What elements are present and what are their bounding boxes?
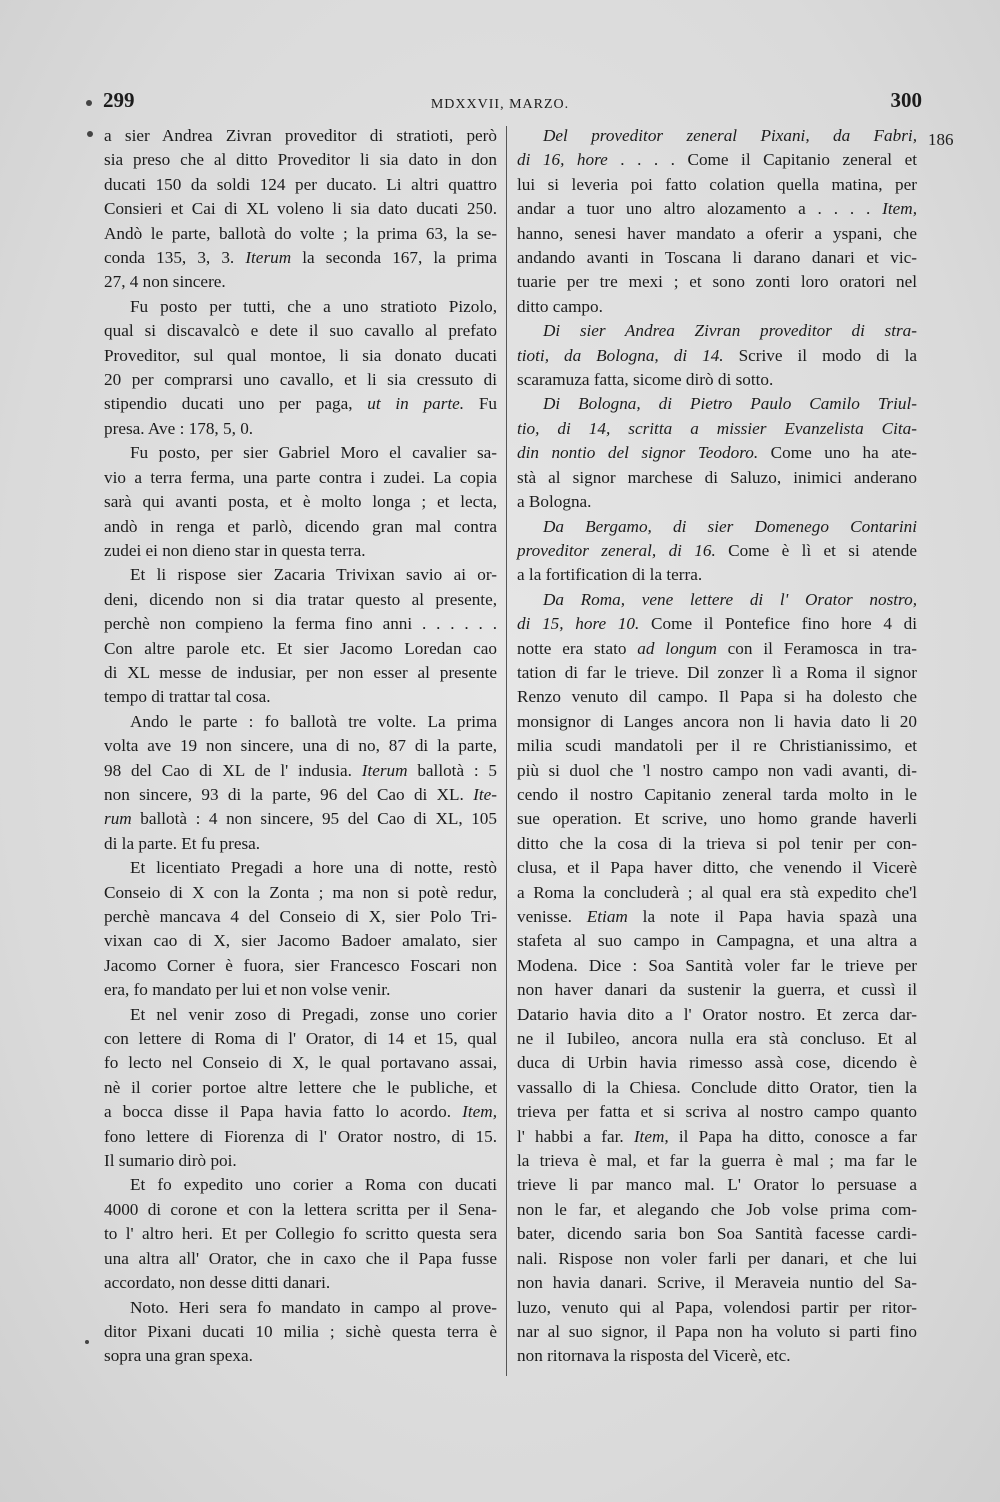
text-line: accordato, non desse ditti danari.: [104, 1273, 331, 1293]
text-line: duca di Urbin havia rimesso assà cose, dicendo è: [517, 1053, 917, 1073]
text-line: vio a terra ferma, una parte contra i zudei. La copia: [104, 467, 497, 487]
text-line: non le far, et alegando che Job volse prima com-: [517, 1199, 917, 1219]
text-line: [517, 148, 917, 172]
text-line: Et nel venir zoso di Pregadi, zonse uno corier: [130, 1004, 497, 1024]
text-line: [517, 441, 917, 465]
text-line: [104, 759, 497, 783]
text-segment: Come il Pontefice fino hore 4 di: [639, 614, 917, 634]
text-line: ne il Iubileo, ancora nulla era stà concluso. Et al: [517, 1029, 917, 1049]
text-line: lui si leveria poi fatto colation quella matina, per: [517, 174, 917, 194]
text-line: nar al suo signor, il Papa non ha voluto si parti fino: [517, 1321, 917, 1341]
italic-segment: ad longum: [637, 638, 717, 658]
text-line: stà al signor marchese di Saluzo, inimici anderano: [517, 467, 917, 487]
text-line: non ritornava la risposta del Vicerè, etc.: [517, 1346, 791, 1366]
left-text-column: [104, 124, 497, 1369]
text-line: trieve li par manco mal. L' Orator lo persuase a: [517, 1175, 917, 1195]
text-line: [517, 344, 917, 368]
text-line: ducati 150 da soldi 124 per ducato. Li altri quattro: [104, 174, 497, 194]
italic-segment: di 15, hore 10.: [517, 614, 640, 634]
text-segment: ballotà : 4 non sincere, 95 del Cao di XL, 105: [131, 809, 497, 829]
text-line: cendo il nostro Capitanio zeneral tarda molto in le: [517, 784, 917, 804]
text-segment: stipendio ducati uno per paga,: [104, 394, 368, 414]
text-line: Ando le parte : fo ballotà tre volte. La prima: [130, 711, 497, 731]
text-segment: a bocca disse il Papa havia fatto lo acordo.: [104, 1102, 463, 1122]
right-text-column: [517, 124, 917, 1369]
text-line: una altra all' Orator, che in caxo che il Papa fusse: [104, 1248, 497, 1268]
text-segment: la note il Papa havia spazà una: [627, 907, 917, 926]
text-line: [517, 539, 917, 563]
text-line: Conseio di X con la Zonta ; ma non si potè redur,: [104, 882, 497, 902]
text-line: 27, 4 non sincere.: [104, 272, 226, 292]
column-divider: [506, 126, 507, 1376]
italic-segment: ut in parte.: [367, 394, 465, 414]
italic-segment: tioti, da Bologna, di 14.: [517, 345, 724, 365]
text-line: Fu posto, per sier Gabriel Moro el cavalier sa-: [130, 443, 497, 463]
text-line: perchè non compieno la ferma fino anni . . . . . .: [104, 614, 497, 634]
text-segment: notte era stato: [517, 638, 638, 658]
text-line: ditto che la cosa di la trieva si pol tenir per con-: [517, 833, 917, 853]
text-line: a Roma la concluderà ; al qual era stà expedito che'l: [517, 882, 917, 902]
text-line: [104, 807, 497, 831]
text-line: [104, 392, 497, 416]
italic-segment: tio, di 14, scritta a missier Evanzelista Cita-: [517, 418, 917, 438]
text-line: Proveditor, sul qual montoe, li sia donato ducati: [104, 345, 497, 365]
text-line: [517, 905, 917, 929]
italic-segment: rum: [104, 809, 132, 829]
text-line: ditor Pixani ducati 10 milia ; sichè questa terra è: [104, 1321, 497, 1341]
text-segment: non sincere, 93 di la parte, 96 del Cao di XL.: [104, 784, 474, 804]
text-line: andando avanti in Toscana li darano danari et vic-: [517, 248, 917, 268]
text-line: vixan cao di X, sier Jacomo Badoer amalato, sier: [104, 931, 497, 951]
text-line: [517, 124, 917, 148]
text-segment: con il Feramosca in tra-: [716, 638, 918, 658]
italic-segment: Iterum: [361, 760, 408, 780]
text-line: clusa, et il Papa haver ditto, che venendo il Vicerè: [517, 858, 917, 878]
text-line: luzo, venuto qui al Papa, volendosi partir per ritor-: [517, 1297, 917, 1317]
text-segment: Fu: [464, 394, 498, 414]
text-line: sue operation. Et scrive, uno homo grande haverli: [517, 809, 917, 829]
text-line: Et licentiato Pregadi a hore una di notte, restò: [130, 858, 497, 878]
text-line: [517, 515, 917, 539]
ink-speck: [87, 131, 93, 137]
text-line: deni, dicendo non si dia tratar questo al presente,: [104, 589, 497, 609]
text-line: Renzo venuto dil campo. Il Papa si ha dolesto che: [517, 687, 917, 707]
text-line: Consieri et Cai di XL voleno li sia dato ducati 250.: [104, 199, 497, 219]
text-line: Modena. Dice : Soa Santità voler far le trieve per: [517, 955, 917, 975]
italic-segment: di 16, hore: [517, 150, 608, 170]
text-line: [517, 1125, 917, 1149]
text-segment: la seconda 167, la prima: [291, 248, 497, 268]
italic-segment: Ite-: [473, 784, 497, 804]
text-line: Jacomo Corner è fuora, sier Francesco Foscari non: [104, 955, 497, 975]
text-segment: Come è lì et si atende: [715, 540, 917, 560]
text-line: milia scudi mandatoli per il re Christianissimo, et: [517, 736, 917, 756]
text-segment: l' habbi a far.: [517, 1126, 634, 1146]
text-line: vassallo di la Chiesa. Conclude ditto Orator, tien la: [517, 1077, 917, 1097]
text-line: bater, dicendo saria bon Soa Santità facesse cardi-: [517, 1224, 917, 1244]
text-line: [104, 246, 497, 270]
italic-segment: Item,: [462, 1102, 497, 1122]
text-segment: il Papa ha ditto, conosce a far: [668, 1126, 917, 1146]
text-line: a la fortification di la terra.: [517, 565, 703, 585]
text-line: tempo di trattar tal cosa.: [104, 687, 271, 707]
text-segment: venisse.: [517, 907, 587, 926]
italic-segment: Item,: [882, 199, 917, 219]
italic-segment: Etiam: [586, 907, 628, 926]
text-line: nè il corier portoe altre lettere che le publiche, et: [104, 1077, 497, 1097]
text-line: era, fo mandato per lui et non volse venir.: [104, 980, 391, 1000]
text-line: fono lettere di Fiorenza di l' Orator nostro, di 15.: [104, 1126, 497, 1146]
text-line: Datario havia dito a l' Orator nostro. Et zerca dar-: [517, 1004, 917, 1024]
text-line: non havia danari. Scrive, il Meraveia nuntio del Sa-: [517, 1273, 917, 1293]
text-line: Con altre parole etc. Et sier Jacomo Loredan cao: [104, 638, 497, 658]
italic-segment: Di sier Andrea Zivran proveditor di stra-: [543, 321, 917, 341]
text-line: hanno, senesi haver mandato a oferir a yspani, che: [517, 223, 917, 243]
text-line: volta ave 19 non sincere, una di no, 87 di la parte,: [104, 736, 497, 756]
text-line: qual si discavalcò e dete il suo cavallo al prefato: [104, 321, 497, 341]
text-line: con lettere di Roma di l' Orator, di 14 et 15, qual: [104, 1029, 497, 1049]
text-segment: ballotà : 5: [407, 760, 497, 780]
text-line: sarà qui avanti posta, et è molto longa ; et lecta,: [104, 492, 497, 512]
text-line: sopra una gran spexa.: [104, 1346, 253, 1366]
text-line: [517, 417, 917, 441]
left-page-number: 299: [103, 88, 135, 112]
text-line: a sier Andrea Zivran proveditor di stratioti, però: [104, 126, 497, 145]
text-line: nali. Rispose non voler farli per danari, et che lui: [517, 1248, 917, 1268]
text-line: [517, 319, 917, 343]
text-segment: . . . . Come il Capitanio zeneral et: [607, 150, 917, 170]
running-header: MDXXVII, MARZO.: [430, 97, 570, 112]
italic-segment: Iterum: [245, 248, 292, 268]
text-segment: conda 135, 3, 3.: [104, 248, 246, 268]
text-line: più si duol che 'l nostro campo non vadi avanti, di-: [517, 760, 917, 780]
italic-segment: proveditor zeneral, di 16.: [517, 540, 716, 560]
text-line: [104, 783, 497, 807]
italic-segment: Del proveditor zeneral Pixani, da Fabri,: [543, 126, 917, 145]
text-line: monsignor di Langes ancora non li havia dato li 20: [517, 711, 917, 731]
text-line: to l' altro heri. Et per Collegio fo scritto questa sera: [104, 1224, 497, 1244]
text-line: la trieva è mal, et far la guerra è mal ; ma far le: [517, 1151, 917, 1171]
text-line: 20 per comprarsi uno cavallo, et li sia cressuto di: [104, 370, 497, 390]
text-line: andò in renga et parlò, dicendo gran mal contra: [104, 516, 497, 536]
text-segment: andar a tuor uno altro alozamento a . . . .: [517, 199, 883, 219]
text-line: Et fo expedito uno corier a Roma con ducati: [130, 1175, 497, 1195]
ink-speck: [85, 1340, 89, 1344]
text-line: presa. Ave : 178, 5, 0.: [104, 418, 254, 438]
text-line: di XL messe de indusiar, per non esser al presente: [104, 662, 497, 682]
text-line: Noto. Heri sera fo mandato in campo al prove-: [130, 1297, 497, 1317]
text-line: Il sumario dirò poi.: [104, 1151, 237, 1171]
text-line: non haver danari da sustenir la guerra, et cussì il: [517, 980, 917, 1000]
text-line: tuarie per tre mexi ; et sono zonti loro oratori nel: [517, 272, 917, 292]
text-line: [517, 612, 917, 636]
margin-folio-number: 186: [928, 130, 954, 149]
italic-segment: Item,: [633, 1126, 669, 1146]
ink-speck: [86, 100, 92, 106]
text-line: ditto campo.: [517, 296, 603, 316]
text-line: tation di far le trieve. Dil zonzer lì a Roma il signor: [517, 662, 917, 682]
text-segment: Scrive il modo di la: [723, 345, 917, 365]
text-line: sia preso che al ditto Proveditor li sia dato in don: [104, 150, 497, 170]
text-line: 4000 di corone et con la lettera scritta per il Sena-: [104, 1199, 497, 1219]
text-line: a Bologna.: [517, 492, 592, 512]
text-line: perchè mancava 4 del Conseio di X, sier Polo Tri-: [104, 907, 497, 926]
text-line: di la parte. Et fu presa.: [104, 833, 261, 853]
italic-segment: din nontio del signor Teodoro.: [517, 443, 759, 463]
italic-segment: Di Bologna, di Pietro Paulo Camilo Triul-: [543, 394, 917, 414]
text-line: trieva per fatta et si scriva al nostro campo quanto: [517, 1102, 917, 1122]
right-page-number: 300: [890, 88, 922, 112]
italic-segment: Da Bergamo, di sier Domenego Contarini: [543, 516, 917, 536]
text-line: [517, 637, 917, 661]
text-line: stafeta al suo campo in Campagna, et una altra a: [517, 931, 917, 951]
text-line: [517, 197, 917, 221]
italic-segment: Da Roma, vene lettere di l' Orator nostro,: [543, 589, 917, 609]
text-line: fo lecto nel Conseio di X, le qual portavano assai,: [104, 1053, 497, 1073]
text-line: Andò le parte, ballotà do volte ; la prima 63, la se-: [104, 223, 497, 243]
text-line: scaramuza fatta, sicome dirò di sotto.: [517, 370, 774, 390]
text-line: zudei ei non dieno star in questa terra.: [104, 540, 366, 560]
text-line: [517, 392, 917, 416]
text-segment: 98 del Cao di XL de l' indusia.: [104, 760, 362, 780]
text-line: Et li rispose sier Zacaria Trivixan savio ai or-: [130, 565, 497, 585]
text-line: [104, 1100, 497, 1124]
text-line: [517, 588, 917, 612]
text-segment: Come uno ha ate-: [758, 443, 917, 463]
text-line: Fu posto per tutti, che a uno stratioto Pizolo,: [130, 296, 497, 316]
